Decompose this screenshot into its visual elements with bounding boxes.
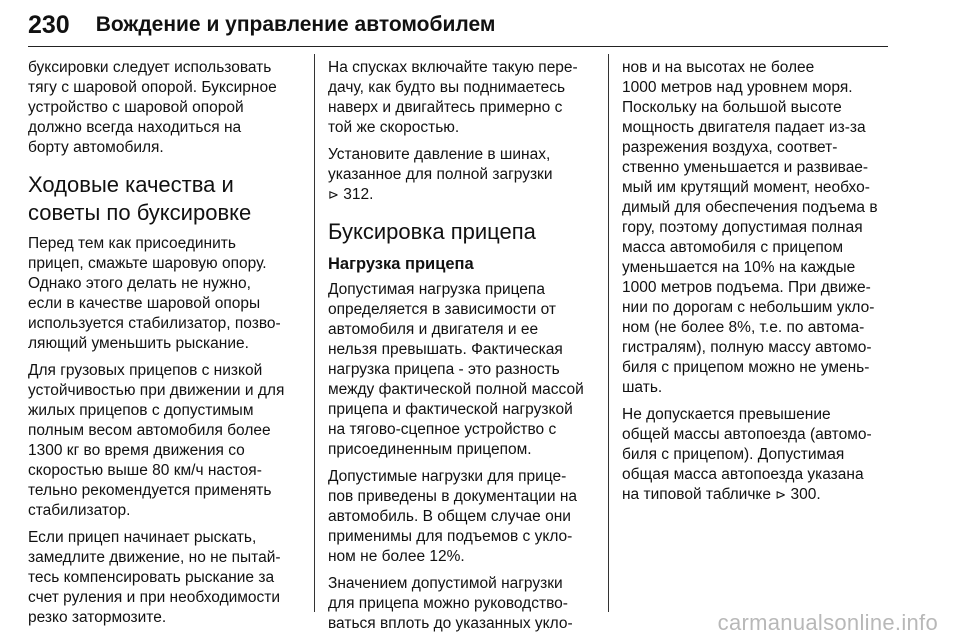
heading-driving-tips: Ходовые качества и советы по буксировке	[28, 172, 252, 225]
paragraph-gross-weight	[622, 405, 890, 505]
page-reference-300[interactable]: 300.	[786, 486, 821, 503]
column-divider-1	[314, 54, 315, 612]
heading-trailer-towing: Буксировка прицепа	[328, 219, 536, 244]
column-2	[328, 58, 596, 641]
column-1	[28, 58, 296, 635]
paragraph-stabilizer: Для грузовых прицепов с низкой устойчивостью при движении и для жилых прицепов с допустимым полным весом автомобиля более 1300 кг во время движения со скоростью выше 80 км/ч настоя- тельно рекомендуется применять стабилизатор.	[28, 362, 285, 519]
column-divider-2	[608, 54, 609, 612]
header-rule	[28, 46, 888, 47]
paragraph-ball-coupling: буксировки следует использовать тягу с шаровой опорой. Буксирное устройство с шаровой опорой должно всегда находиться на борту автомобиля.	[28, 59, 277, 156]
page-header	[28, 5, 888, 45]
tyre-pressure-text: Установите давление в шинах, указанное для полной загрузки	[328, 146, 553, 183]
page-number: 230	[28, 11, 70, 39]
page-reference-arrow-icon: ⊳	[775, 487, 787, 502]
page-reference-312[interactable]: 312.	[338, 186, 374, 203]
paragraph-load-values: Значением допустимой нагрузки для прицепа можно руководство- ваться вплоть до указанных укло-	[328, 575, 573, 632]
paragraph-altitude: нов и на высотах не более 1000 метров над уровнем моря. Поскольку на большой высоте мощность двигателя падает из-за разрежения воздуха, соответ- ственно уменьшается и развивае- мый им крутящий момент, необхо- димый для обеспечения подъема в гору, поэтому допустимая полная масса автомобиля с прицепом уменьшается на 10% на каждые 1000 метров подъема. При движе- нии по дорогам с небольшим укло- ном (не более 8%, т.е. по автома- гистралям), полную массу автомо- биля с прицепом можно не умень- шать.	[622, 59, 878, 396]
page-title: Вождение и управление автомобилем	[95, 13, 496, 36]
paragraph-tyre-pressure	[328, 145, 596, 205]
page-reference-arrow-icon: ⊳	[328, 187, 339, 202]
paragraph-sway: Если прицеп начинает рыскать, замедлите движение, но не пытай- тесь компенсировать рыскание за счет руления и при необходимости резко затормозите.	[28, 529, 281, 626]
watermark: carmanualsonline.info	[717, 610, 938, 635]
paragraph-trailer-load: Допустимая нагрузка прицепа определяется в зависимости от автомобиля и двигателя и ее нельзя превышать. Фактическая нагрузка прицепа - это разность между фактической полной массой прицепа и фактической нагрузкой на тягово-сцепное устройство с присоединенным прицепом.	[328, 281, 584, 458]
gross-weight-text: Не допускается превышение общей массы автопоезда (автомо- биля с прицепом). Допустимая общая масса автопоезда указана на типовой табличке	[622, 406, 872, 503]
column-3	[622, 58, 890, 512]
heading-trailer-load: Нагрузка прицепа	[328, 255, 474, 273]
paragraph-permissible-loads: Допустимые нагрузки для прице- пов приведены в документации на автомобиль. В общем случае они применимы для подъемов с укло- ном не более 12%.	[328, 468, 578, 565]
paragraph-downhill: На спусках включайте такую пере- дачу, как будто вы поднимаетесь наверх и двигайтесь примерно с той же скоростью.	[328, 59, 578, 136]
paragraph-lubricate: Перед тем как присоединить прицеп, смажьте шаровую опору. Однако этого делать не нужно, если в качестве шаровой опоры используется стабилизатор, позво- ляющий уменьшить рыскание.	[28, 235, 281, 352]
